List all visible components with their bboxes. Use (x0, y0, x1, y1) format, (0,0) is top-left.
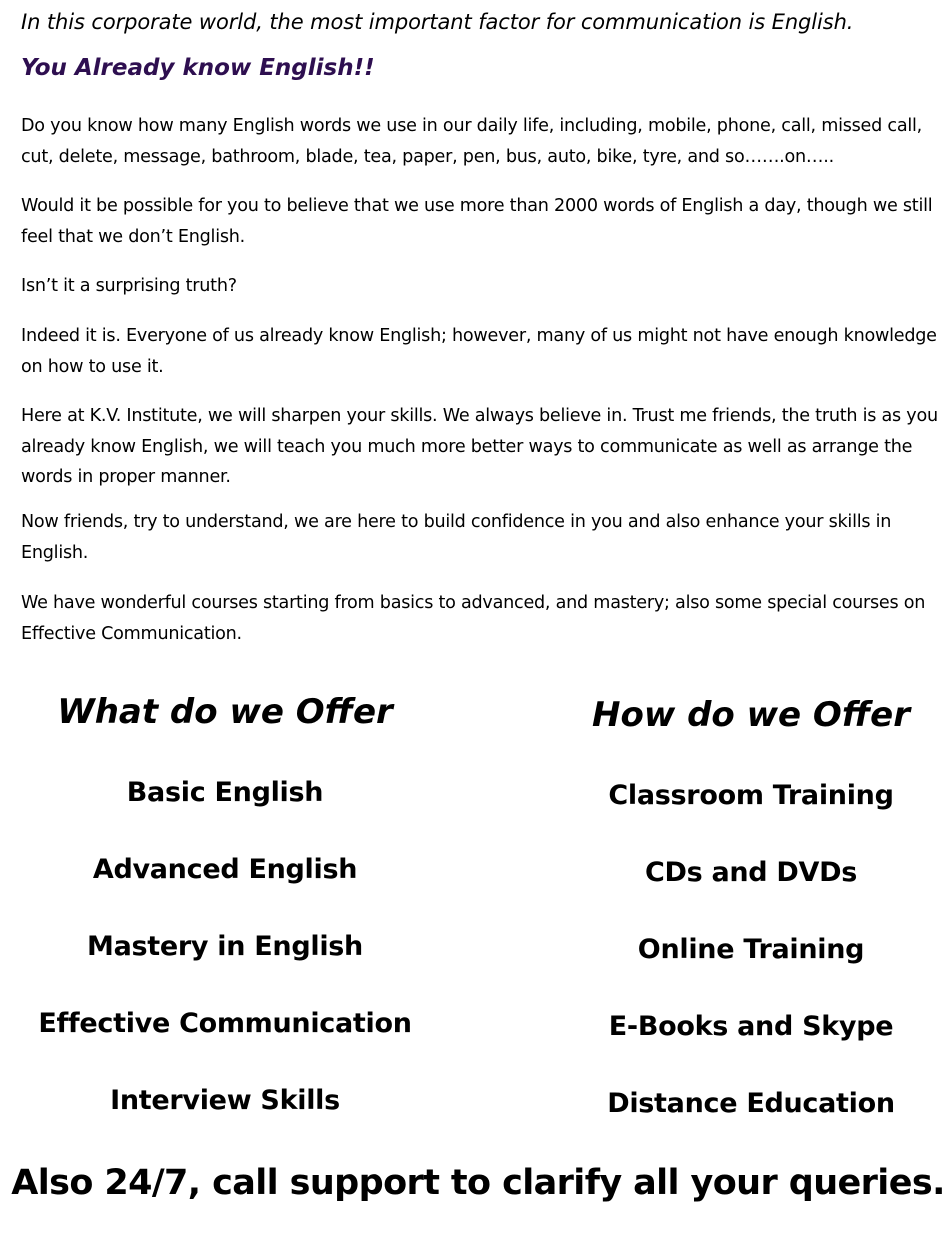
paragraph-courses: We have wonderful courses starting from basics to advanced, and mastery; also some special courses on Effective Communication. (21, 593, 926, 644)
call-support-footer: Also 24/7, call support to clarify all your queries. (11, 1163, 945, 1203)
offer-item-effective-communication: Effective Communication (38, 1008, 412, 1039)
method-classroom-training: Classroom Training (608, 780, 894, 811)
paragraph-surprising-truth: Isn’t it a surprising truth? (21, 276, 237, 296)
intro-line: In this corporate world, the most important factor for communication is English. (21, 10, 854, 34)
what-do-we-offer-heading: What do we Offer (57, 692, 393, 732)
paragraph-2000-words: Would it be possible for you to believe that we use more than 2000 words of English a day, though we still feel that we don’t English. (21, 196, 933, 247)
paragraph-kv-institute: Here at K.V. Institute, we will sharpen your skills. We always believe in. Trust me friends, the truth is as you already know English, we will teach you much more better ways to communicate as well as arrange the words in proper manner. (21, 406, 938, 487)
how-do-we-offer-heading: How do we Offer (592, 695, 910, 735)
paragraph-already-know: Indeed it is. Everyone of us already know English; however, many of us might not have enough knowledge on how to use it. (21, 326, 937, 377)
method-cds-and-dvds: CDs and DVDs (644, 857, 858, 888)
paragraph-build-confidence: Now friends, try to understand, we are here to build confidence in you and also enhance your skills in English. (21, 512, 892, 563)
method-online-training: Online Training (637, 934, 865, 965)
offer-item-basic-english: Basic English (126, 777, 324, 808)
subheading: You Already know English!! (21, 55, 375, 81)
paragraph-daily-words: Do you know how many English words we use in our daily life, including, mobile, phone, call, missed call, cut, delete, message, bathroom, blade, tea, paper, pen, bus, auto, bike, tyre, and so…….on….. (21, 116, 922, 167)
method-distance-education: Distance Education (607, 1088, 895, 1119)
method-ebooks-and-skype: E-Books and Skype (608, 1011, 894, 1042)
offer-item-mastery-in-english: Mastery in English (87, 931, 363, 962)
offer-item-interview-skills: Interview Skills (110, 1085, 340, 1116)
offer-item-advanced-english: Advanced English (92, 854, 358, 885)
